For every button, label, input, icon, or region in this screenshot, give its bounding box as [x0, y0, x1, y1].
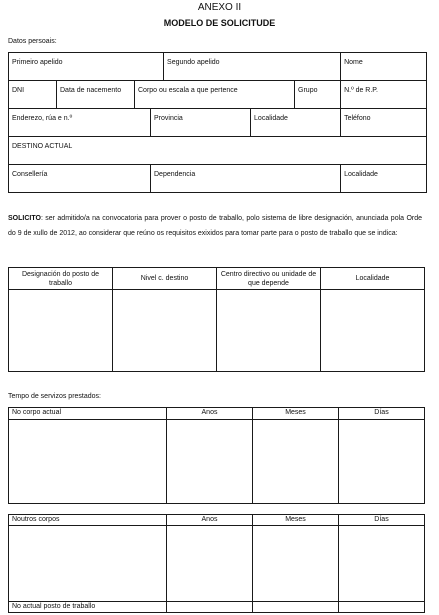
post-designacion-cell[interactable]: [9, 290, 113, 372]
services-current-meses: Meses: [253, 408, 339, 420]
services-current-post-label: No actual posto de traballo: [9, 602, 167, 613]
services-current-anos: Anos: [167, 408, 253, 420]
post-table-row: [9, 290, 425, 372]
destino-actual-heading: DESTINO ACTUAL: [9, 137, 427, 165]
services-current-header: [9, 408, 425, 420]
personal-row-destino: [9, 137, 427, 165]
dependencia-field[interactable]: Dependencia: [151, 165, 341, 193]
conselleria-field[interactable]: Consellería: [9, 165, 151, 193]
personal-data-heading: Datos persoais:: [8, 38, 57, 45]
enderezo-field[interactable]: Enderezo, rúa e n.º: [9, 109, 151, 137]
personal-row-ids: [9, 81, 427, 109]
services-heading: Tempo de servizos prestados:: [8, 393, 101, 400]
services-current-row: [9, 420, 425, 504]
services-current-meses-cell[interactable]: [253, 420, 339, 504]
services-current-label: No corpo actual: [9, 408, 167, 420]
services-current-post-anos-cell[interactable]: [167, 602, 253, 613]
provincia-field[interactable]: Provincia: [151, 109, 251, 137]
post-table-header: [9, 268, 425, 290]
services-current-desc-cell[interactable]: [9, 420, 167, 504]
numero-rp-field[interactable]: N.º de R.P.: [341, 81, 427, 109]
telefono-field[interactable]: Teléfono: [341, 109, 427, 137]
services-current-post-meses-cell[interactable]: [253, 602, 339, 613]
nome-field[interactable]: Nome: [341, 53, 427, 81]
services-other-header: [9, 515, 425, 526]
request-paragraph: [8, 211, 422, 241]
services-other-anos-cell[interactable]: [167, 526, 253, 602]
services-current-dias: Días: [339, 408, 425, 420]
services-other-dias-cell[interactable]: [339, 526, 425, 602]
services-other-desc-cell[interactable]: [9, 526, 167, 602]
services-other-meses-cell[interactable]: [253, 526, 339, 602]
services-current-table: [8, 407, 425, 504]
services-current-post-row: [9, 602, 425, 613]
personal-data-table: [8, 52, 427, 193]
dni-field[interactable]: DNI: [9, 81, 57, 109]
services-other-meses: Meses: [253, 515, 339, 526]
data-nacemento-field[interactable]: Data de nacemento: [57, 81, 135, 109]
services-current-dias-cell[interactable]: [339, 420, 425, 504]
post-col-localidade: Localidade: [321, 268, 425, 290]
primeiro-apelido-field[interactable]: Primeiro apelido: [9, 53, 164, 81]
post-localidade-cell[interactable]: [321, 290, 425, 372]
services-other-dias: Días: [339, 515, 425, 526]
grupo-field[interactable]: Grupo: [295, 81, 341, 109]
request-lead: SOLICITO: [8, 215, 41, 222]
form-title: MODELO DE SOLICITUDE: [163, 18, 276, 28]
personal-row-names: [9, 53, 427, 81]
localidade-field[interactable]: Localidade: [251, 109, 341, 137]
request-text: : ser admitido/a na convocatoria para prover o posto de traballo, polo sistema de libre designación, anunciada pola Orde do 9 de xullo de 2012, ao considerar que reúno os requisitos exixidos para tomar parte para o posto de traballo que se indica:: [8, 215, 422, 237]
post-col-nivel: Nivel c. destino: [113, 268, 217, 290]
post-table: [8, 267, 425, 372]
destino-localidade-field[interactable]: Localidade: [341, 165, 427, 193]
personal-row-department: [9, 165, 427, 193]
segundo-apelido-field[interactable]: Segundo apelido: [164, 53, 341, 81]
services-other-table: [8, 514, 425, 613]
post-col-designacion: Designación do posto de traballo: [9, 268, 113, 290]
services-current-post-dias-cell[interactable]: [339, 602, 425, 613]
post-centro-cell[interactable]: [217, 290, 321, 372]
annex-label: ANEXO II: [197, 2, 242, 13]
services-current-anos-cell[interactable]: [167, 420, 253, 504]
personal-row-address: [9, 109, 427, 137]
post-nivel-cell[interactable]: [113, 290, 217, 372]
services-other-label: Noutros corpos: [9, 515, 167, 526]
services-other-anos: Anos: [167, 515, 253, 526]
post-col-centro: Centro directivo ou unidade de que depende: [217, 268, 321, 290]
corpo-escala-field[interactable]: Corpo ou escala a que pertence: [135, 81, 295, 109]
services-other-row: [9, 526, 425, 602]
